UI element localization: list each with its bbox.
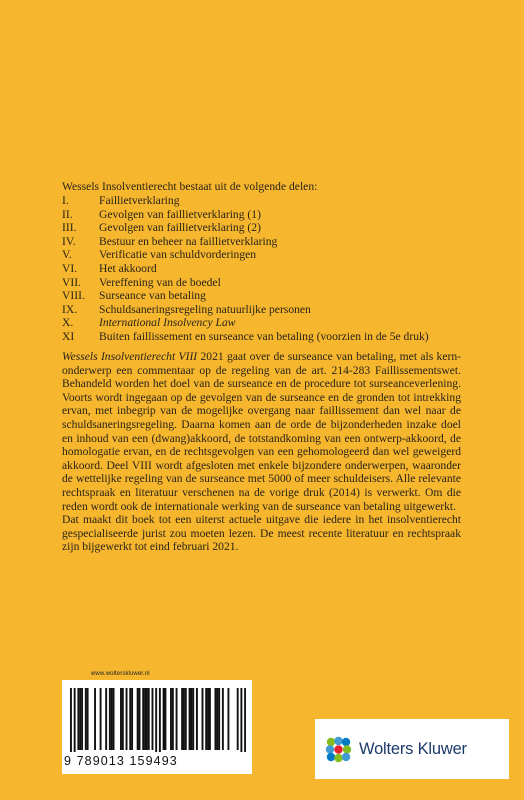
part-title: Vereffening van de boedel: [99, 275, 221, 289]
series-intro: Wessels Insolventierecht bestaat uit de volgende delen:: [62, 180, 318, 193]
part-number: XI: [62, 329, 75, 343]
barcode-bars: [70, 688, 246, 752]
barcode-bar: [202, 688, 204, 750]
barcode-bar: [129, 688, 131, 750]
barcode-bar: [126, 688, 128, 750]
barcode-bar: [137, 688, 139, 750]
barcode-bar: [152, 688, 154, 750]
book-title-italic: Wessels Insolventierecht VIII: [62, 350, 198, 363]
part-number: II.: [62, 207, 73, 221]
part-number: I.: [62, 194, 69, 207]
barcode-bar: [94, 688, 96, 750]
description-text: 2021 gaat over de surseance van betaling, met als kernonderwerp een commentaar op de regeling van de art. 214-283 Faillissementswet. Behandeld worden het doel van de surseance en de procedure tot surseanceverlening. Voorts wordt ingegaan op de gevolgen van de surseance en de gronden tot intrekking ervan, met inbegrip van de mogelijke overgang naar faillissement dan wel naar de schuldsaneringsregeling. Daarna komen aan de orde de bijzonderheden inzake doel en inhoud van een (dwang)akkoord, de totstandkoming van een ontwerp-akkoord, de homologatie ervan, en de rechtsgevolgen van een gehomologeerd dan wel geweigerd akkoord. Deel VIII wordt afgesloten met enkele bijzondere onderwerpen, waaronder de wettelijke regeling van de surseance met 5000 of meer schuldeisers. Alle relevante rechtspraak en literatuur verschenen na de vorige druk (2014) is verwerkt. Om die reden wordt ook de internationale werking van de surseance van betaling uitgewerkt.: [62, 350, 462, 513]
barcode-bar: [185, 688, 187, 750]
barcode-bar: [122, 688, 124, 750]
part-title: International Insolvency Law: [99, 316, 236, 330]
barcode-bar: [244, 688, 246, 752]
part-number: VII.: [62, 275, 81, 289]
list-item: [62, 262, 482, 276]
barcode-bar: [163, 688, 165, 750]
barcode-bar: [205, 688, 207, 750]
barcode-bar: [142, 688, 144, 750]
barcode-bar: [215, 688, 217, 750]
barcode-bar: [216, 688, 218, 750]
barcode-bar: [131, 688, 133, 750]
barcode-bar: [85, 688, 87, 750]
barcode-bar: [222, 688, 224, 750]
barcode-bar: [79, 688, 81, 750]
barcode-bar: [190, 688, 192, 750]
barcode-bar: [240, 688, 242, 752]
part-number: III.: [62, 221, 77, 235]
part-title: Surseance van betaling: [99, 289, 206, 303]
barcode-bar: [218, 688, 220, 750]
description-paragraph: [62, 350, 461, 513]
list-item: [62, 235, 482, 249]
barcode: [62, 680, 252, 774]
barcode-bar: [159, 688, 161, 752]
barcode-bar: [207, 688, 209, 750]
barcode-bar: [146, 688, 148, 750]
list-item: [62, 194, 482, 208]
list-item: [62, 248, 482, 262]
part-number: X.: [62, 316, 74, 330]
isbn-digits: 9 789013 159493: [64, 754, 178, 768]
barcode-bar: [144, 688, 146, 750]
part-number: VIII.: [62, 289, 85, 303]
part-title: Faillietverklaring: [99, 194, 180, 207]
publisher-name: Wolters Kluwer: [359, 739, 467, 758]
barcode-bar: [87, 688, 89, 750]
barcode-bar: [120, 688, 122, 750]
part-title: Bestuur en beheer na faillietverklaring: [99, 234, 278, 248]
barcode-bar: [189, 688, 191, 750]
publisher-website: www.wolterskluwer.nl: [91, 671, 150, 677]
barcode-bar: [176, 688, 178, 750]
barcode-bar: [155, 688, 157, 752]
barcode-bar: [192, 688, 194, 750]
barcode-bar: [181, 688, 183, 750]
barcode-bar: [164, 688, 166, 750]
barcode-bar: [148, 688, 150, 750]
barcode-bar: [209, 688, 211, 750]
list-item: [62, 208, 482, 222]
barcode-bar: [81, 688, 83, 750]
barcode-bar: [139, 688, 141, 750]
book-description: [62, 350, 461, 554]
part-number: V.: [62, 248, 72, 262]
list-item: [62, 221, 482, 235]
part-title: Het akkoord: [99, 261, 157, 275]
barcode-bar: [227, 688, 229, 750]
barcode-bar: [70, 688, 72, 752]
series-parts-list: [62, 194, 482, 344]
barcode-bar: [100, 688, 102, 750]
barcode-bar: [196, 688, 198, 750]
list-item: [62, 276, 482, 290]
barcode-bar: [111, 688, 113, 750]
part-title: Schuldsaneringsregeling natuurlijke personen: [99, 302, 311, 316]
part-title: Gevolgen van faillietverklaring (1): [99, 207, 261, 221]
barcode-bar: [109, 688, 111, 750]
part-number: IX.: [62, 302, 78, 316]
part-number: IV.: [62, 234, 76, 248]
barcode-bar: [237, 688, 239, 750]
description-paragraph: Dat maakt dit boek tot een uiterst actuele uitgave die iedere in het insolventierecht gespecialiseerde jurist zou moeten lezen. De meest recente literatuur en rechtspraak zijn bijgewerkt tot eind februari 2021.: [62, 513, 461, 554]
barcode-bar: [183, 688, 185, 750]
list-item: [62, 330, 482, 344]
list-item: [62, 316, 482, 330]
barcode-bar: [113, 688, 115, 750]
barcode-bar: [170, 688, 172, 750]
barcode-bar: [105, 688, 107, 750]
barcode-bar: [77, 688, 79, 750]
publisher-logo: [315, 719, 509, 779]
list-item: [62, 303, 482, 317]
wolters-kluwer-logo-icon: [325, 736, 352, 763]
part-title: Gevolgen van faillietverklaring (2): [99, 221, 261, 235]
part-title: Buiten faillissement en surseance van betaling (voorzien in de 5e druk): [99, 329, 429, 343]
barcode-bar: [74, 688, 76, 752]
barcode-bar: [172, 688, 174, 750]
list-item: [62, 289, 482, 303]
part-number: VI.: [62, 261, 78, 275]
part-title: Verificatie van schuldvorderingen: [99, 248, 257, 262]
